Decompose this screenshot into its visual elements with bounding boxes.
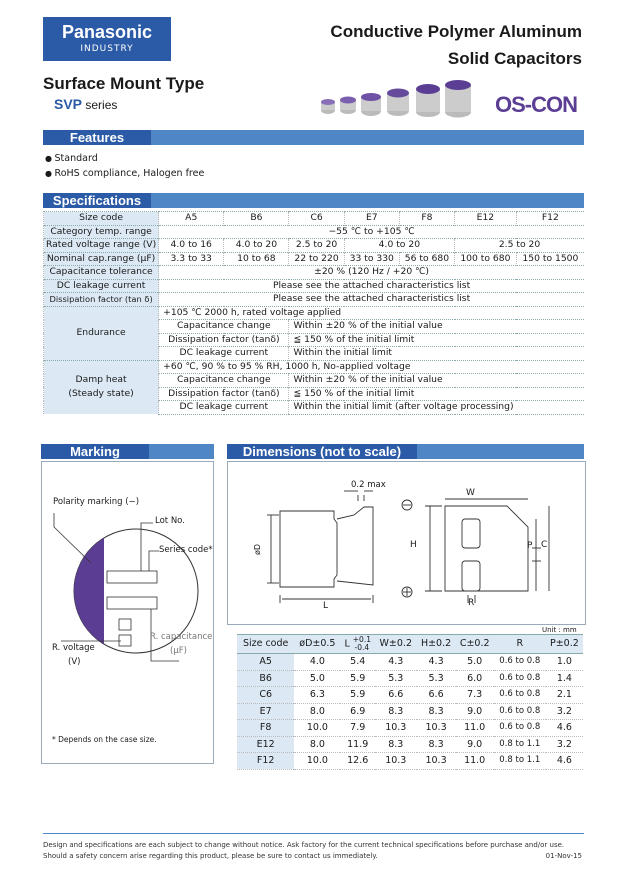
cap-cell: 3.3 to 33	[159, 252, 224, 266]
size-cell: E7	[344, 212, 399, 226]
size-cell: F12	[516, 212, 584, 226]
feature-item: ● Standard	[45, 151, 204, 166]
gap-label: 0.2 max	[351, 480, 386, 490]
table-cell: 8.0	[294, 703, 340, 720]
table-cell: 5.3	[417, 670, 456, 687]
table-cell: 0.8 to 1.1	[494, 736, 546, 753]
endurance-key: DC leakage current	[159, 347, 289, 361]
footer-line1: Design and specifications are each subject to change without notice. Ask factory for the current technical specifications before purchase and/or use.	[43, 841, 565, 849]
panasonic-logo	[43, 17, 171, 61]
dc-value: Please see the attached characteristics list	[159, 279, 584, 293]
table-cell: 2.1	[546, 687, 583, 704]
table-row	[237, 753, 583, 770]
table-cell: 4.3	[375, 654, 417, 671]
table-cell: 6.3	[294, 687, 340, 704]
lot-label: Lot No.	[155, 516, 185, 526]
table-cell: 3.2	[546, 736, 583, 753]
table-row	[44, 293, 585, 307]
voltage-cell: 4.0 to 16	[159, 239, 224, 253]
df-value: Please see the attached characteristics list	[159, 293, 584, 307]
series-label	[54, 96, 117, 112]
column-header: P±0.2	[546, 635, 583, 654]
table-cell: 5.0	[294, 670, 340, 687]
table-header-row	[237, 635, 583, 654]
marking-heading: Marking	[41, 444, 149, 459]
table-cell: 11.0	[456, 720, 494, 737]
table-cell: 8.3	[417, 736, 456, 753]
size-cell: C6	[289, 212, 344, 226]
title-line1: Conductive Polymer Aluminum	[330, 22, 582, 41]
cap-cell: 33 to 330	[344, 252, 399, 266]
features-list	[45, 151, 204, 181]
polarity-label: Polarity marking (−)	[53, 497, 140, 507]
oscon-logo	[495, 92, 577, 118]
damp-key: DC leakage current	[159, 401, 289, 415]
capacitor-product-image	[318, 80, 478, 122]
damp-condition: +60 ℃, 90 % to 95 % RH, 1000 h, No-applied voltage	[159, 360, 584, 374]
column-header: R	[494, 635, 546, 654]
table-cell: 1.0	[546, 654, 583, 671]
tol-value: ±20 % (120 Hz / +20 ℃)	[159, 266, 584, 280]
table-cell: 0.6 to 0.8	[494, 670, 546, 687]
voltage-cell: 4.0 to 20	[344, 239, 454, 253]
voltage-cell: 2.5 to 20	[289, 239, 344, 253]
polarity-sleeve	[74, 529, 104, 653]
table-cell: 10.3	[417, 753, 456, 770]
table-cell: 4.0	[294, 654, 340, 671]
size-cell: F8	[399, 212, 454, 226]
table-cell: F12	[237, 753, 294, 770]
table-cell: 0.6 to 0.8	[494, 703, 546, 720]
endurance-value: ≦ 150 % of the initial limit	[289, 333, 584, 347]
endurance-key: Dissipation factor (tanδ)	[159, 333, 289, 347]
table-cell: A5	[237, 654, 294, 671]
table-row	[44, 306, 585, 320]
column-header: C±0.2	[456, 635, 494, 654]
table-cell: 9.0	[456, 736, 494, 753]
table-cell: 10.0	[294, 753, 340, 770]
l-tol-minus: -0.4	[354, 643, 370, 652]
table-row	[44, 266, 585, 280]
table-cell: 10.3	[375, 753, 417, 770]
damp-value: ≦ 150 % of the initial limit	[289, 387, 584, 401]
table-row	[237, 703, 583, 720]
table-row	[44, 279, 585, 293]
row-label: Capacitance tolerance	[44, 266, 159, 280]
table-row	[237, 687, 583, 704]
h-label: H	[410, 540, 417, 550]
table-cell: 5.3	[375, 670, 417, 687]
column-header: W±0.2	[375, 635, 417, 654]
table-row	[237, 654, 583, 671]
table-row	[44, 212, 585, 226]
table-cell: 11.9	[340, 736, 374, 753]
r-capacitance-label: R. capacitance	[150, 632, 213, 642]
specs-heading: Specifications	[43, 193, 151, 208]
damp-value: Within the initial limit (after voltage processing)	[289, 401, 584, 415]
r-voltage-unit: (V)	[68, 657, 81, 667]
table-cell: 5.9	[340, 670, 374, 687]
endurance-value: Within the initial limit	[289, 347, 584, 361]
table-cell: 6.0	[456, 670, 494, 687]
brand-name: Panasonic	[61, 22, 153, 42]
table-row	[44, 239, 585, 253]
table-cell: 10.0	[294, 720, 340, 737]
temp-value: −55 ℃ to +105 ℃	[159, 225, 584, 239]
size-cell: B6	[224, 212, 289, 226]
capacitor-icon	[321, 80, 471, 118]
table-cell: 3.2	[546, 703, 583, 720]
column-header: øD±0.5	[294, 635, 340, 654]
table-cell: 5.0	[456, 654, 494, 671]
table-cell: 8.3	[375, 703, 417, 720]
damp-label-line2: (Steady state)	[68, 388, 134, 400]
cap-cell: 100 to 680	[455, 252, 517, 266]
size-cell: A5	[159, 212, 224, 226]
table-cell: 5.9	[340, 687, 374, 704]
table-cell: 6.6	[417, 687, 456, 704]
l-header: L	[344, 638, 350, 650]
r-capacitance-unit: (μF)	[170, 646, 187, 656]
row-label: Size code	[44, 212, 159, 226]
table-cell: 10.3	[375, 720, 417, 737]
table-cell: 6.6	[375, 687, 417, 704]
table-cell: 1.4	[546, 670, 583, 687]
table-cell: 8.3	[375, 736, 417, 753]
table-cell: E7	[237, 703, 294, 720]
table-cell: 7.9	[340, 720, 374, 737]
row-label: Dissipation factor (tan δ)	[44, 293, 159, 307]
series-code: SVP	[54, 96, 83, 112]
marking-note: * Depends on the case size.	[52, 735, 157, 744]
title-line2: Solid Capacitors	[447, 49, 582, 68]
table-cell: 0.8 to 1.1	[494, 753, 546, 770]
p-label: P	[527, 541, 533, 551]
voltage-cell: 4.0 to 20	[224, 239, 289, 253]
table-row	[237, 670, 583, 687]
endurance-condition: +105 ℃ 2000 h, rated voltage applied	[159, 306, 584, 320]
table-cell: 4.6	[546, 720, 583, 737]
endurance-value: Within ±20 % of the initial value	[289, 320, 584, 334]
table-cell: 11.0	[456, 753, 494, 770]
features-heading: Features	[43, 130, 151, 145]
row-label: DC leakage current	[44, 279, 159, 293]
table-cell: 4.3	[417, 654, 456, 671]
table-cell: 7.3	[456, 687, 494, 704]
table-cell: 10.3	[417, 720, 456, 737]
voltage-cell: 2.5 to 20	[455, 239, 584, 253]
cap-cell: 22 to 220	[289, 252, 344, 266]
specifications-table	[43, 211, 584, 415]
w-label: W	[466, 488, 475, 498]
footer-disclaimer	[43, 840, 564, 862]
table-row	[44, 252, 585, 266]
row-label: Category temp. range	[44, 225, 159, 239]
c-label: C	[541, 540, 548, 550]
column-header	[340, 635, 374, 654]
row-label: Nominal cap.range (μF)	[44, 252, 159, 266]
l-tol-plus: +0.1	[352, 635, 371, 644]
table-cell: C6	[237, 687, 294, 704]
damp-key: Dissipation factor (tanδ)	[159, 387, 289, 401]
d-label: øD	[253, 543, 263, 556]
table-row	[44, 225, 585, 239]
table-cell: F8	[237, 720, 294, 737]
column-header: Size code	[237, 635, 294, 654]
table-cell: 0.6 to 0.8	[494, 654, 546, 671]
table-cell: 8.3	[417, 703, 456, 720]
table-cell: 0.6 to 0.8	[494, 720, 546, 737]
table-cell: 5.4	[340, 654, 374, 671]
table-cell: 12.6	[340, 753, 374, 770]
mount-type: Surface Mount Type	[43, 74, 205, 93]
cap-cell: 10 to 68	[224, 252, 289, 266]
footer-line2: Should a safety concern arise regarding this product, please be sure to contact us immediately.	[43, 852, 378, 860]
table-cell: 9.0	[456, 703, 494, 720]
row-label	[44, 360, 159, 414]
table-cell: 8.0	[294, 736, 340, 753]
size-cell: E12	[455, 212, 517, 226]
table-cell: 6.9	[340, 703, 374, 720]
row-label: Endurance	[44, 306, 159, 360]
feature-item: ● RoHS compliance, Halogen free	[45, 166, 204, 181]
dimensions-heading: Dimensions (not to scale)	[227, 444, 417, 459]
cap-cell: 150 to 1500	[516, 252, 584, 266]
row-label: Rated voltage range (V)	[44, 239, 159, 253]
damp-label-line1: Damp heat	[75, 374, 127, 386]
cap-cell: 56 to 680	[399, 252, 454, 266]
l-label: L	[323, 601, 329, 611]
series-word: series	[85, 98, 118, 112]
damp-key: Capacitance change	[159, 374, 289, 388]
unit-label: Unit : mm	[542, 626, 577, 634]
endurance-key: Capacitance change	[159, 320, 289, 334]
dimensions-table	[237, 634, 583, 770]
oscon-logo-text: OS-CON	[495, 92, 577, 117]
table-row	[44, 360, 585, 374]
damp-value: Within ±20 % of the initial value	[289, 374, 584, 388]
series-code-label: Series code*	[159, 545, 213, 555]
table-cell: E12	[237, 736, 294, 753]
table-cell: 4.6	[546, 753, 583, 770]
brand-sub: INDUSTRY	[80, 44, 134, 54]
footer-date: 01-Nov-15	[545, 852, 582, 860]
table-row	[237, 736, 583, 753]
footer-divider	[43, 833, 584, 834]
column-header: H±0.2	[417, 635, 456, 654]
r-voltage-label: R. voltage	[52, 643, 95, 653]
r-label: R	[468, 598, 475, 608]
table-row	[237, 720, 583, 737]
table-cell: 0.6 to 0.8	[494, 687, 546, 704]
table-cell: B6	[237, 670, 294, 687]
